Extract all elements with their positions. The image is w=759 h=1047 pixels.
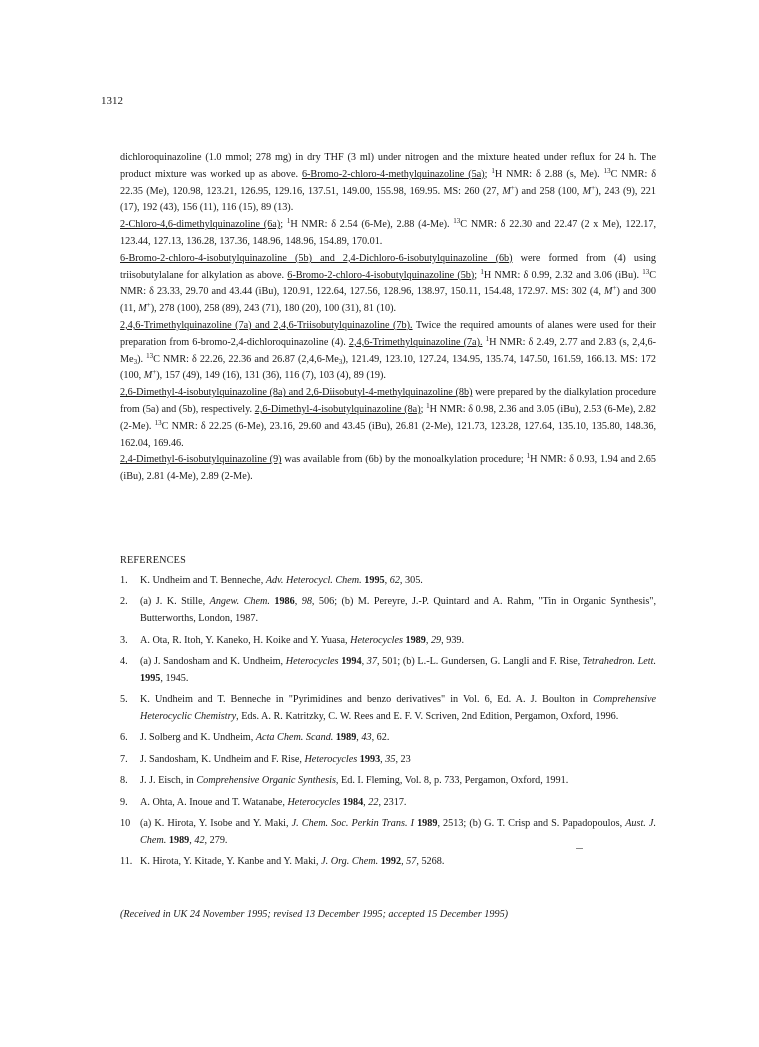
reference-text [140, 692, 656, 726]
subscript: 3 [133, 357, 138, 366]
text-run: ; [280, 219, 287, 231]
text-run: ) and 300 (11, [120, 286, 656, 315]
text-run: ). [137, 353, 147, 365]
text-run: A. Ota, R. Itoh, Y. Kaneko, H. Koike and Y. Yuasa, [140, 634, 351, 646]
text-run: ), 121.49, 123.10, 127.24, 134.95, 135.74, 147.50, 161.59, 166.13. MS: 172 (100, [120, 353, 656, 382]
italic-run: Angew. Chem. [209, 596, 270, 608]
italic-run: 57 [406, 856, 417, 868]
text-run: , 23 [395, 753, 411, 765]
italic-run: Heterocycles [304, 753, 358, 765]
text-run: , 279. [204, 834, 228, 846]
text-run: , 5268. [416, 856, 445, 868]
text-run: C NMR: δ 22.26, 22.36 and 26.87 (2,4,6-Me [153, 353, 339, 365]
text-run: H NMR: δ 2.49, 2.77 and 2.83 (s, 2,4,6-Me [120, 336, 657, 365]
year-bold: 1995 [364, 575, 385, 586]
compound-heading: 6-Bromo-2-chloro-4-methylquinazoline (5a) [301, 168, 485, 180]
superscript: + [591, 183, 596, 192]
text-run: H NMR: δ 0.93, 1.94 and 2.65 (iBu), 2.81 (4-Me), 2.89 (2-Me). [120, 454, 656, 483]
year-bold: 1989 [168, 834, 190, 846]
reference-item [120, 816, 656, 850]
text-run: C NMR: δ 22.25 (6-Me), 23.16, 29.60 and 43.45 (iBu), 26.81 (2-Me), 121.73, 123.28, 127.64, 135.10, 135.80, 148.36, 162.04, 169.46. [120, 420, 656, 449]
reference-text [140, 816, 656, 850]
text-run: (a) K. Hirota, Y. Isobe and Y. Maki, [140, 817, 292, 829]
reference-number: 6. [120, 732, 128, 744]
italic-run: 37 [366, 655, 377, 667]
year-bold: 1989 [405, 634, 426, 646]
reference-text [140, 594, 656, 628]
superscript: 13 [453, 217, 461, 226]
reference-text [140, 730, 656, 747]
text-run: were prepared by the dialkylation procedure from (5a) and (5b), respectively. [120, 387, 656, 415]
text-run: , [363, 796, 369, 808]
italic-run: Heterocycles [285, 655, 339, 667]
text-run: ), 157 (49), 149 (16), 131 (36), 116 (7), 103 (4), 89 (19). [156, 370, 386, 382]
text-run: , [425, 634, 431, 646]
reference-item [120, 633, 656, 650]
text-run: J. Sandosham, K. Undheim and F. Rise, [140, 753, 305, 765]
compound-heading: 2,4,6-Trimethylquinazoline (7a). [348, 336, 483, 348]
text-run: , 1945. [160, 672, 189, 684]
year-bold: 1993 [359, 753, 381, 765]
reference-item [120, 594, 656, 628]
compound-heading: 2,6-Dimethyl-4-isobutylquinazoline (8a) [254, 403, 421, 415]
paragraph [120, 452, 656, 486]
reference-item [120, 730, 656, 747]
superscript: + [510, 183, 515, 192]
text-run: K. Undheim and T. Benneche, [140, 575, 266, 586]
reference-number: 10 [120, 817, 131, 829]
text-run: 15 December 1995) [424, 909, 509, 920]
text-run: , Eds. A. R. Katritzky, C. W. Rees and E. F. V. Scriven, 2nd Edition, Pergamon, Oxford, 1996. [236, 710, 619, 722]
text-run: , 305. [399, 575, 423, 586]
compound-heading: 2,4-Dimethyl-6-isobutylquinazoline (9) [120, 454, 282, 466]
text-run: H NMR: δ 2.88 (s, Me). [494, 168, 604, 180]
superscript: + [146, 301, 151, 310]
paragraph [120, 150, 656, 217]
superscript: 1 [426, 401, 430, 410]
italic-run: M [143, 370, 153, 382]
text-run: H NMR: δ 0.99, 2.32 and 3.06 (iBu). [483, 269, 643, 281]
reference-item [120, 854, 656, 871]
reference-number: 8. [120, 775, 128, 787]
text-run: K. Hirota, Y. Kitade, Y. Kanbe and Y. Maki, [140, 856, 322, 868]
italic-run: revised [273, 909, 303, 920]
reference-text [140, 633, 656, 650]
superscript: 1 [485, 334, 490, 343]
reference-number: 3. [120, 634, 128, 646]
paragraph [120, 217, 656, 251]
text-run: H NMR: δ 0.98, 2.36 and 3.05 (iBu), 2.53 (6-Me), 2.82 (2-Me). [120, 403, 656, 432]
text-run: , 2317. [378, 796, 407, 808]
text-run: , [356, 732, 362, 744]
text-run: , [380, 753, 386, 765]
experimental-body [120, 150, 656, 486]
text-run: A. Ohta, A. Inoue and T. Watanabe, [140, 796, 288, 808]
paragraph [120, 251, 656, 318]
reference-text [140, 854, 656, 871]
italic-run: Adv. Heterocycl. Chem. [265, 575, 362, 586]
text-run: , 506; (b) M. Pereyre, J.-P. Quintard and A. Rahm, "Tin in Organic Synthesis", Butterworths, London, 1987. [140, 596, 656, 625]
italic-run: 43 [361, 732, 372, 744]
superscript: + [612, 284, 617, 293]
italic-run: M [604, 286, 613, 298]
superscript: 1 [480, 267, 484, 276]
italic-run: Heterocycles [287, 796, 341, 808]
text-run: , 2513; (b) G. T. Crisp and S. Papadopoulos, [437, 817, 626, 829]
references-list [120, 573, 656, 875]
text-run: K. Undheim and T. Benneche in "Pyrimidines and benzo derivatives" in Vol. 6, Ed. A. J. Boulton in [140, 694, 593, 706]
compound-heading: 2,4,6-Trimethylquinazoline (7a) and 2,4,6-Triisobutylquinazoline (7b). [120, 319, 413, 331]
text-run: J. Solberg and K. Undheim, [140, 732, 256, 744]
text-run: ; [420, 403, 427, 415]
italic-run: Comprehensive Organic Synthesis [196, 775, 336, 787]
italic-run: 42 [194, 834, 205, 846]
text-run: 13 December 1995; [302, 909, 389, 920]
paragraph [120, 318, 656, 385]
text-run: ; [474, 269, 481, 281]
reference-text [140, 795, 656, 812]
text-run: , [401, 856, 407, 868]
italic-run: 62 [389, 575, 400, 586]
reference-text [140, 654, 656, 688]
compound-heading: 6-Bromo-2-chloro-4-isobutylquinazoline (5b) [287, 269, 475, 281]
italic-run: Tetrahedron. Lett. [582, 655, 657, 667]
text-run: was available from (6b) by the monoalkylation procedure; [281, 454, 527, 466]
text-run: , [189, 834, 195, 846]
reference-item [120, 654, 656, 688]
italic-run: Acta Chem. Scand. [255, 732, 334, 744]
year-bold: 1984 [342, 796, 364, 808]
superscript: 1 [286, 217, 291, 226]
superscript: 1 [526, 452, 531, 461]
italic-run: J. Chem. Soc. Perkin Trans. I [291, 817, 414, 829]
reference-number: 4. [120, 655, 128, 667]
text-run: ; [484, 168, 492, 180]
reference-number: 1. [120, 575, 128, 586]
reference-item [120, 573, 656, 590]
reference-item [120, 773, 656, 790]
page-number: 1312 [101, 95, 123, 107]
superscript: 13 [603, 166, 611, 175]
italic-run: 98 [301, 596, 312, 608]
text-run: , [361, 655, 367, 667]
year-bold: 1992 [380, 856, 402, 868]
subscript: 3 [338, 357, 343, 366]
text-run: were formed from (4) using triisobutylalane for alkylation as above. [120, 252, 656, 281]
superscript: 13 [642, 267, 650, 276]
superscript: + [152, 368, 157, 377]
italic-run: (Received in UK [120, 909, 188, 920]
year-bold: 1989 [335, 732, 357, 744]
paragraph [120, 385, 656, 452]
text-run: C NMR: δ 22.35 (Me), 120.98, 123.21, 126.95, 129.16, 137.51, 149.00, 155.98, 169.95. MS: 260 (27, [120, 168, 656, 197]
reference-number: 2. [120, 596, 128, 608]
reference-text [140, 573, 656, 590]
reference-number: 5. [120, 694, 128, 706]
text-run: dichloroquinazoline (1.0 mmol; 278 mg) in dry THF (3 ml) under nitrogen and the mixture heated under reflux for 24 h. The product mixture was worked up as above. [120, 152, 656, 180]
reference-item [120, 752, 656, 769]
reference-text [140, 752, 656, 769]
italic-run: 29 [430, 634, 442, 646]
text-run: , 62. [371, 732, 390, 744]
superscript: 1 [491, 166, 495, 175]
references-heading: REFERENCES [120, 555, 186, 566]
italic-run: Comprehensive Heterocyclic Chemistry [140, 694, 656, 722]
text-run: 24 November 1995; [187, 909, 274, 920]
year-bold: 1986 [274, 596, 295, 608]
text-run: , [384, 575, 390, 586]
text-run: Twice the required amounts of alanes were used for their preparation from 6-bromo-2,4-dichloroquinazoline (4). [120, 319, 657, 348]
text-run: (a) J. Sandosham and K. Undheim, [140, 655, 286, 667]
text-run: J. J. Eisch, in [140, 775, 197, 787]
italic-run: 22 [368, 796, 379, 808]
superscript: 13 [146, 351, 154, 360]
text-run: ), 278 (100), 258 (89), 243 (71), 180 (20), 100 (31), 81 (10). [150, 303, 397, 315]
italic-run: Aust. J. Chem. [140, 817, 656, 846]
compound-heading: 2-Chloro-4,6-dimethylquinazoline (6a) [120, 219, 281, 231]
text-run: , [294, 596, 302, 608]
compound-heading: 6-Bromo-2-chloro-4-isobutylquinazoline (5b) and 2,4-Dichloro-6-isobutylquinazoline (6b) [120, 252, 513, 264]
year-bold: 1995 [140, 672, 161, 684]
text-run: H NMR: δ 2.54 (6-Me), 2.88 (4-Me). [290, 219, 454, 231]
italic-run: Heterocycles [350, 634, 403, 646]
received-dates [120, 909, 508, 920]
text-run: C NMR: δ 23.33, 29.70 and 43.44 (iBu), 120.91, 122.64, 127.56, 128.96, 138.97, 150.11, 154.48, 172.97. MS: 302 (4, [120, 269, 656, 298]
italic-run: M [138, 303, 147, 315]
italic-run: M [502, 185, 511, 197]
reference-item [120, 692, 656, 726]
text-run: , 939. [441, 634, 465, 646]
italic-run: M [582, 185, 592, 197]
reference-item [120, 795, 656, 812]
year-bold: 1989 [417, 817, 438, 829]
text-run: C NMR: δ 22.30 and 22.47 (2 x Me), 122.17, 123.44, 127.13, 136.28, 137.36, 148.96, 148.96, 154.89, 170.01. [120, 219, 656, 247]
superscript: 13 [154, 418, 162, 427]
text-run: ), 243 (9), 221 (17), 192 (43), 156 (11), 116 (15), 89 (13). [120, 185, 656, 214]
compound-heading: 2,6-Dimethyl-4-isobutylquinazoline (8a) and 2,6-Diisobutyl-4-methylquinazoline (8b) [120, 387, 473, 399]
reference-number: 11. [120, 856, 133, 868]
reference-text [140, 773, 656, 790]
text-run: , 501; (b) L.-L. Gundersen, G. Langli and F. Rise, [376, 655, 583, 667]
text-run: ) and 258 (100, [514, 185, 583, 197]
scan-mark [576, 848, 583, 849]
year-bold: 1994 [341, 655, 362, 667]
text-run: , Ed. I. Fleming, Vol. 8, p. 733, Pergamon, Oxford, 1991. [335, 775, 569, 787]
italic-run: 35 [385, 753, 396, 765]
text-run: (a) J. K. Stille, [140, 596, 210, 608]
reference-number: 7. [120, 753, 128, 765]
italic-run: accepted [388, 909, 425, 920]
reference-number: 9. [120, 796, 128, 808]
italic-run: J. Org. Chem. [321, 856, 379, 868]
